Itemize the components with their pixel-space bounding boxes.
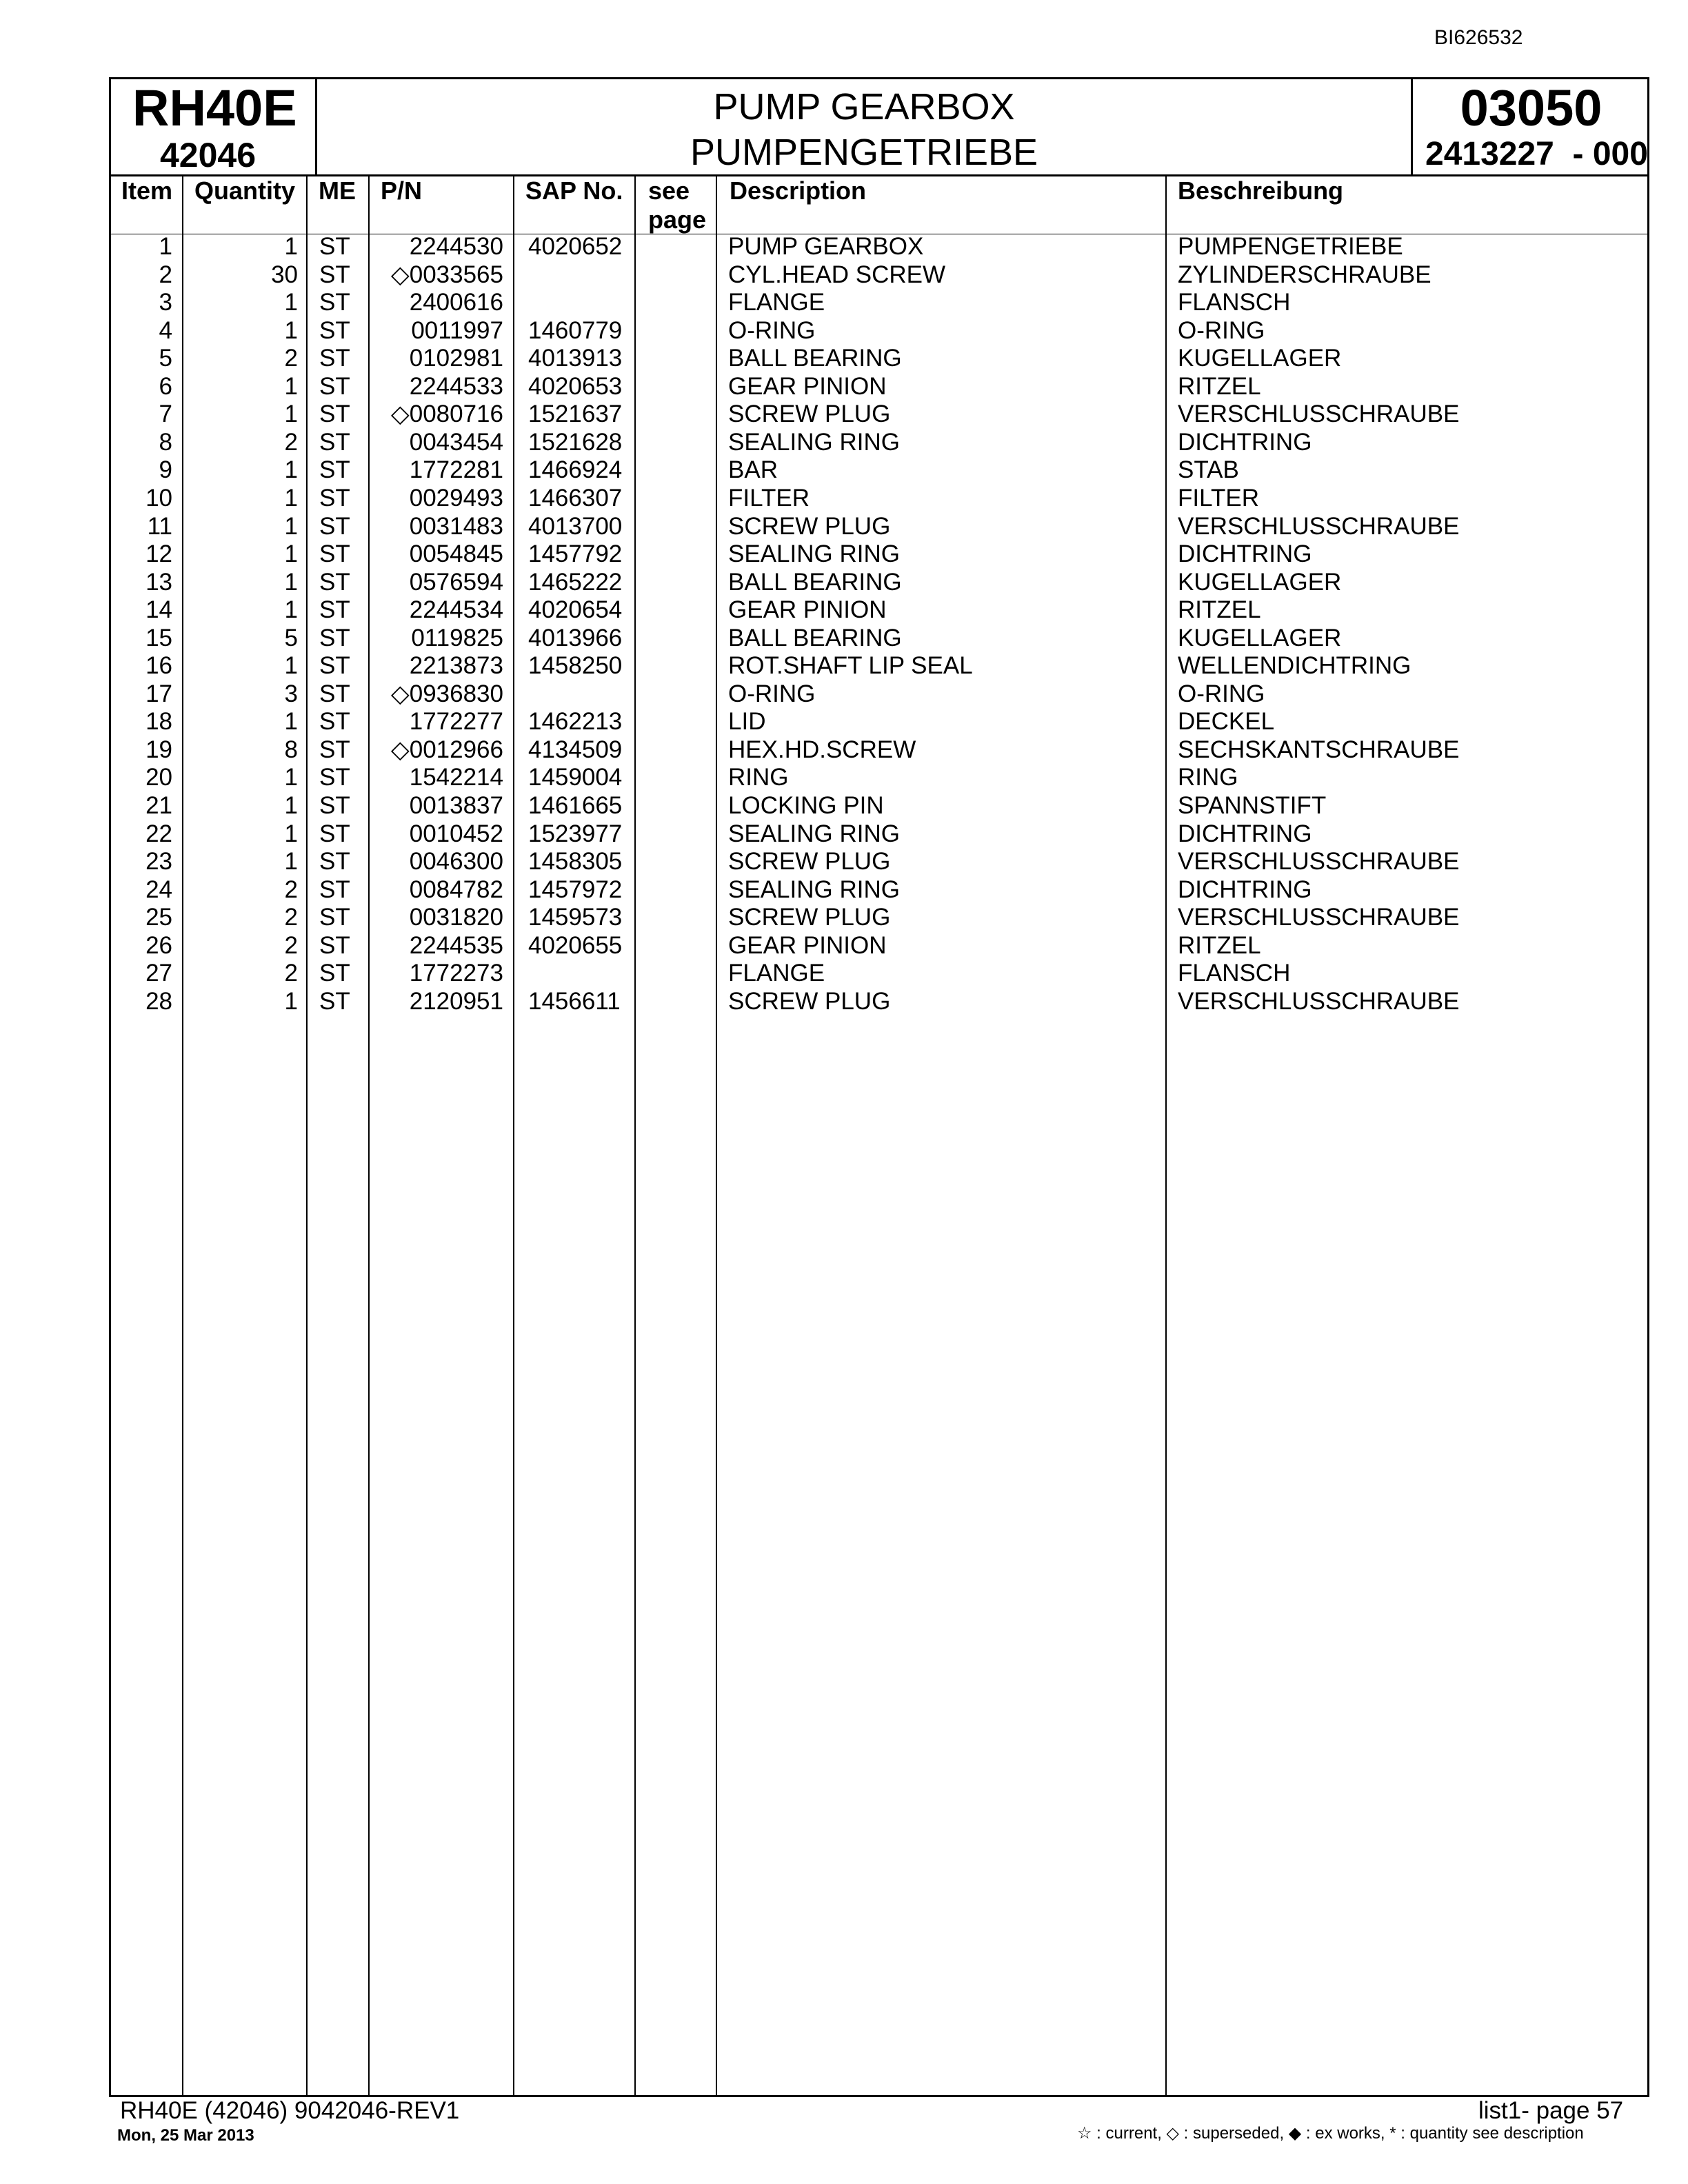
- col-me: ME: [319, 176, 356, 205]
- item-number-cell: 24: [145, 876, 172, 903]
- sap-number-cell: 1461665: [528, 792, 623, 819]
- col-sap: SAP No.: [525, 176, 623, 205]
- footer-legend: ☆ : current, ◇ : superseded, ◆ : ex works, * : quantity see description: [1077, 2124, 1584, 2143]
- quantity-cell: 1: [284, 568, 298, 596]
- table-row: [109, 485, 1649, 513]
- item-number-cell: 20: [145, 764, 172, 791]
- item-number-cell: 7: [159, 401, 172, 428]
- sap-number-cell: 1457792: [528, 540, 623, 568]
- quantity-cell: 3: [284, 680, 298, 707]
- unit-cell: ST: [319, 680, 350, 707]
- table-row: [109, 792, 1649, 820]
- unit-cell: ST: [319, 568, 350, 596]
- table-row: [109, 345, 1649, 373]
- table-row: [109, 261, 1649, 290]
- quantity-cell: 1: [284, 484, 298, 512]
- beschreibung-cell: STAB: [1178, 456, 1239, 484]
- quantity-cell: 1: [284, 512, 298, 540]
- sap-number-cell: 4134509: [528, 736, 623, 763]
- part-number-cell: 0010452: [409, 820, 503, 847]
- unit-cell: ST: [319, 596, 350, 624]
- unit-cell: ST: [319, 960, 350, 987]
- table-row: [109, 932, 1649, 960]
- col-beschreibung: Beschreibung: [1178, 176, 1344, 205]
- description-cell: O-RING: [728, 316, 816, 344]
- part-number-cell: ◇0033565: [390, 261, 503, 288]
- sap-number-cell: 4013966: [528, 624, 623, 651]
- part-number-cell: 0011997: [411, 316, 503, 344]
- table-row: [109, 317, 1649, 345]
- unit-cell: ST: [319, 345, 350, 372]
- quantity-cell: 1: [284, 820, 298, 847]
- table-row: [109, 569, 1649, 597]
- part-number-cell: 0031820: [409, 904, 503, 931]
- sap-number-cell: 1466307: [528, 484, 623, 512]
- header-block: [109, 77, 1649, 176]
- beschreibung-cell: DECKEL: [1178, 708, 1275, 736]
- part-number-cell: 0031483: [409, 512, 503, 540]
- quantity-cell: 1: [284, 987, 298, 1015]
- sap-number-cell: 1523977: [528, 820, 623, 847]
- description-cell: LOCKING PIN: [728, 792, 884, 819]
- description-cell: GEAR PINION: [728, 596, 887, 624]
- quantity-cell: 1: [284, 401, 298, 428]
- item-number-cell: 11: [147, 512, 172, 540]
- quantity-cell: 2: [284, 904, 298, 931]
- sap-number-cell: 1458250: [528, 652, 623, 680]
- table-row: [109, 429, 1649, 457]
- beschreibung-cell: PUMPENGETRIEBE: [1178, 233, 1403, 260]
- model-cell: [109, 77, 317, 174]
- description-cell: SEALING RING: [728, 540, 900, 568]
- part-number-cell: 0046300: [409, 848, 503, 876]
- unit-cell: ST: [319, 624, 350, 651]
- unit-cell: ST: [319, 764, 350, 791]
- sap-number-cell: 4020653: [528, 372, 623, 400]
- description-cell: PUMP GEARBOX: [728, 233, 924, 260]
- unit-cell: ST: [319, 904, 350, 931]
- part-number-cell: 0576594: [409, 568, 503, 596]
- col-item: Item: [121, 176, 173, 205]
- item-number-cell: 4: [159, 316, 172, 344]
- column-header-row: [109, 176, 1649, 234]
- sap-number-cell: 1459004: [528, 764, 623, 791]
- quantity-cell: 5: [284, 624, 298, 651]
- quantity-cell: 1: [284, 456, 298, 484]
- quantity-cell: 2: [284, 876, 298, 903]
- quantity-cell: 1: [284, 848, 298, 876]
- table-row: [109, 373, 1649, 401]
- beschreibung-cell: O-RING: [1178, 680, 1265, 707]
- beschreibung-cell: RITZEL: [1178, 372, 1261, 400]
- description-cell: SCREW PLUG: [728, 848, 891, 876]
- description-cell: HEX.HD.SCREW: [728, 736, 916, 763]
- quantity-cell: 2: [284, 345, 298, 372]
- description-cell: SCREW PLUG: [728, 512, 891, 540]
- sap-number-cell: 4013913: [528, 345, 623, 372]
- part-number-cell: 2213873: [409, 652, 503, 680]
- table-row: [109, 988, 1649, 1016]
- beschreibung-cell: FLANSCH: [1178, 289, 1291, 316]
- sap-number-cell: 1456611: [528, 987, 621, 1015]
- quantity-cell: 1: [284, 652, 298, 680]
- quantity-cell: 2: [284, 960, 298, 987]
- quantity-cell: 2: [284, 428, 298, 456]
- col-description: Description: [730, 176, 867, 205]
- table-row: [109, 820, 1649, 849]
- description-cell: BALL BEARING: [728, 624, 902, 651]
- item-number-cell: 1: [159, 233, 172, 260]
- beschreibung-cell: RITZEL: [1178, 931, 1261, 959]
- table-row: [109, 289, 1649, 317]
- part-number-cell: 1542214: [409, 764, 503, 791]
- item-number-cell: 10: [145, 484, 172, 512]
- quantity-cell: 1: [284, 764, 298, 791]
- beschreibung-cell: KUGELLAGER: [1178, 568, 1342, 596]
- table-row: [109, 652, 1649, 680]
- table-row: [109, 708, 1649, 736]
- part-number-cell: ◇0080716: [390, 401, 503, 428]
- description-cell: SCREW PLUG: [728, 401, 891, 428]
- part-number-cell: 2244535: [409, 931, 503, 959]
- unit-cell: ST: [319, 708, 350, 736]
- sap-number-cell: 1460779: [528, 316, 623, 344]
- model-number: 42046: [160, 136, 257, 174]
- title-cell: [317, 77, 1411, 174]
- description-cell: GEAR PINION: [728, 372, 887, 400]
- quantity-cell: 1: [284, 540, 298, 568]
- sap-number-cell: 4020655: [528, 931, 623, 959]
- part-number-cell: 0029493: [409, 484, 503, 512]
- beschreibung-cell: VERSCHLUSSCHRAUBE: [1178, 987, 1460, 1015]
- beschreibung-cell: WELLENDICHTRING: [1178, 652, 1411, 680]
- document-id: BI626532: [1434, 26, 1523, 49]
- part-number-cell: 1772281: [409, 456, 503, 484]
- beschreibung-cell: KUGELLAGER: [1178, 345, 1342, 372]
- beschreibung-cell: VERSCHLUSSCHRAUBE: [1178, 848, 1460, 876]
- part-number-cell: 2244530: [409, 233, 503, 260]
- part-number-cell: ◇0936830: [390, 680, 503, 707]
- item-number-cell: 2: [159, 261, 172, 288]
- quantity-cell: 2: [284, 931, 298, 959]
- item-number-cell: 19: [145, 736, 172, 763]
- description-cell: SEALING RING: [728, 428, 900, 456]
- footer-reference: RH40E (42046) 9042046-REV1: [120, 2097, 460, 2124]
- part-number-cell: 1772273: [409, 960, 503, 987]
- sap-number-cell: 1457972: [528, 876, 623, 903]
- part-number-cell: 0102981: [409, 345, 503, 372]
- group-subcode: 2413227 - 000: [1425, 136, 1648, 172]
- quantity-cell: 30: [271, 261, 298, 288]
- col-page: page: [648, 205, 707, 234]
- unit-cell: ST: [319, 792, 350, 819]
- beschreibung-cell: VERSCHLUSSCHRAUBE: [1178, 401, 1460, 428]
- table-row: [109, 540, 1649, 569]
- sap-number-cell: 1462213: [528, 708, 623, 736]
- group-cell: [1411, 77, 1649, 174]
- item-number-cell: 22: [145, 820, 172, 847]
- description-cell: FILTER: [728, 484, 810, 512]
- item-number-cell: 15: [145, 624, 172, 651]
- part-number-cell: 0054845: [409, 540, 503, 568]
- beschreibung-cell: ZYLINDERSCHRAUBE: [1178, 261, 1431, 288]
- beschreibung-cell: DICHTRING: [1178, 876, 1312, 903]
- table-row: [109, 625, 1649, 653]
- col-pn: P/N: [381, 176, 423, 205]
- table-row: [109, 456, 1649, 485]
- sap-number-cell: 1521628: [528, 428, 623, 456]
- part-number-cell: 0119825: [411, 624, 503, 651]
- part-number-cell: 2120951: [409, 987, 503, 1015]
- table-row: [109, 513, 1649, 541]
- col-see: see: [648, 176, 690, 205]
- group-code: 03050: [1460, 79, 1602, 136]
- footer-page: list1- page 57: [1478, 2097, 1624, 2124]
- beschreibung-cell: VERSCHLUSSCHRAUBE: [1178, 512, 1460, 540]
- unit-cell: ST: [319, 289, 350, 316]
- part-number-cell: 2244534: [409, 596, 503, 624]
- sap-number-cell: 4020652: [528, 233, 623, 260]
- table-row: [109, 904, 1649, 932]
- unit-cell: ST: [319, 456, 350, 484]
- table-row: [109, 680, 1649, 709]
- quantity-cell: 1: [284, 596, 298, 624]
- description-cell: BALL BEARING: [728, 345, 902, 372]
- beschreibung-cell: FILTER: [1178, 484, 1259, 512]
- item-number-cell: 26: [145, 931, 172, 959]
- item-number-cell: 23: [145, 848, 172, 876]
- table-row: [109, 960, 1649, 988]
- col-quantity: Quantity: [194, 176, 296, 205]
- quantity-cell: 1: [284, 316, 298, 344]
- description-cell: RING: [728, 764, 789, 791]
- table-row: [109, 401, 1649, 429]
- unit-cell: ST: [319, 372, 350, 400]
- footer-date: Mon, 25 Mar 2013: [117, 2126, 254, 2145]
- item-number-cell: 12: [145, 540, 172, 568]
- beschreibung-cell: SPANNSTIFT: [1178, 792, 1327, 819]
- beschreibung-cell: O-RING: [1178, 316, 1265, 344]
- part-number-cell: 2244533: [409, 372, 503, 400]
- unit-cell: ST: [319, 540, 350, 568]
- sap-number-cell: 4013700: [528, 512, 623, 540]
- unit-cell: ST: [319, 736, 350, 763]
- unit-cell: ST: [319, 848, 350, 876]
- sap-number-cell: 1459573: [528, 904, 623, 931]
- unit-cell: ST: [319, 512, 350, 540]
- item-number-cell: 25: [145, 904, 172, 931]
- title-english: PUMP GEARBOX: [713, 86, 1015, 128]
- unit-cell: ST: [319, 428, 350, 456]
- item-number-cell: 16: [145, 652, 172, 680]
- table-row: [109, 876, 1649, 904]
- description-cell: BAR: [728, 456, 778, 484]
- description-cell: ROT.SHAFT LIP SEAL: [728, 652, 973, 680]
- item-number-cell: 17: [145, 680, 172, 707]
- item-number-cell: 6: [159, 372, 172, 400]
- beschreibung-cell: VERSCHLUSSCHRAUBE: [1178, 904, 1460, 931]
- item-number-cell: 3: [159, 289, 172, 316]
- unit-cell: ST: [319, 820, 350, 847]
- description-cell: FLANGE: [728, 960, 825, 987]
- beschreibung-cell: SECHSKANTSCHRAUBE: [1178, 736, 1460, 763]
- unit-cell: ST: [319, 401, 350, 428]
- item-number-cell: 28: [145, 987, 172, 1015]
- unit-cell: ST: [319, 987, 350, 1015]
- quantity-cell: 1: [284, 289, 298, 316]
- beschreibung-cell: RITZEL: [1178, 596, 1261, 624]
- item-number-cell: 9: [159, 456, 172, 484]
- unit-cell: ST: [319, 316, 350, 344]
- part-number-cell: 0043454: [409, 428, 503, 456]
- description-cell: SEALING RING: [728, 876, 900, 903]
- table-row: [109, 736, 1649, 765]
- description-cell: GEAR PINION: [728, 931, 887, 959]
- model-name: RH40E: [132, 79, 297, 136]
- beschreibung-cell: KUGELLAGER: [1178, 624, 1342, 651]
- beschreibung-cell: RING: [1178, 764, 1238, 791]
- item-number-cell: 8: [159, 428, 172, 456]
- description-cell: FLANGE: [728, 289, 825, 316]
- part-number-cell: 0084782: [409, 876, 503, 903]
- unit-cell: ST: [319, 931, 350, 959]
- description-cell: SCREW PLUG: [728, 987, 891, 1015]
- description-cell: CYL.HEAD SCREW: [728, 261, 946, 288]
- unit-cell: ST: [319, 261, 350, 288]
- description-cell: BALL BEARING: [728, 568, 902, 596]
- sap-number-cell: 4020654: [528, 596, 623, 624]
- unit-cell: ST: [319, 876, 350, 903]
- description-cell: LID: [728, 708, 766, 736]
- quantity-cell: 1: [284, 708, 298, 736]
- table-row: [109, 848, 1649, 876]
- sap-number-cell: 1465222: [528, 568, 623, 596]
- quantity-cell: 1: [284, 372, 298, 400]
- beschreibung-cell: DICHTRING: [1178, 540, 1312, 568]
- description-cell: O-RING: [728, 680, 816, 707]
- unit-cell: ST: [319, 233, 350, 260]
- beschreibung-cell: DICHTRING: [1178, 428, 1312, 456]
- item-number-cell: 21: [145, 792, 172, 819]
- description-cell: SCREW PLUG: [728, 904, 891, 931]
- item-number-cell: 18: [145, 708, 172, 736]
- part-number-cell: 2400616: [409, 289, 503, 316]
- table-row: [109, 233, 1649, 261]
- sap-number-cell: 1458305: [528, 848, 623, 876]
- unit-cell: ST: [319, 484, 350, 512]
- item-number-cell: 13: [145, 568, 172, 596]
- table-row: [109, 596, 1649, 625]
- beschreibung-cell: DICHTRING: [1178, 820, 1312, 847]
- quantity-cell: 8: [284, 736, 298, 763]
- sap-number-cell: 1466924: [528, 456, 623, 484]
- quantity-cell: 1: [284, 233, 298, 260]
- unit-cell: ST: [319, 652, 350, 680]
- title-german: PUMPENGETRIEBE: [690, 132, 1038, 173]
- part-number-cell: 1772277: [409, 708, 503, 736]
- part-number-cell: ◇0012966: [390, 736, 503, 763]
- beschreibung-cell: FLANSCH: [1178, 960, 1291, 987]
- quantity-cell: 1: [284, 792, 298, 819]
- sap-number-cell: 1521637: [528, 401, 623, 428]
- description-cell: SEALING RING: [728, 820, 900, 847]
- part-number-cell: 0013837: [409, 792, 503, 819]
- item-number-cell: 27: [145, 960, 172, 987]
- table-row: [109, 764, 1649, 792]
- item-number-cell: 14: [145, 596, 172, 624]
- item-number-cell: 5: [159, 345, 172, 372]
